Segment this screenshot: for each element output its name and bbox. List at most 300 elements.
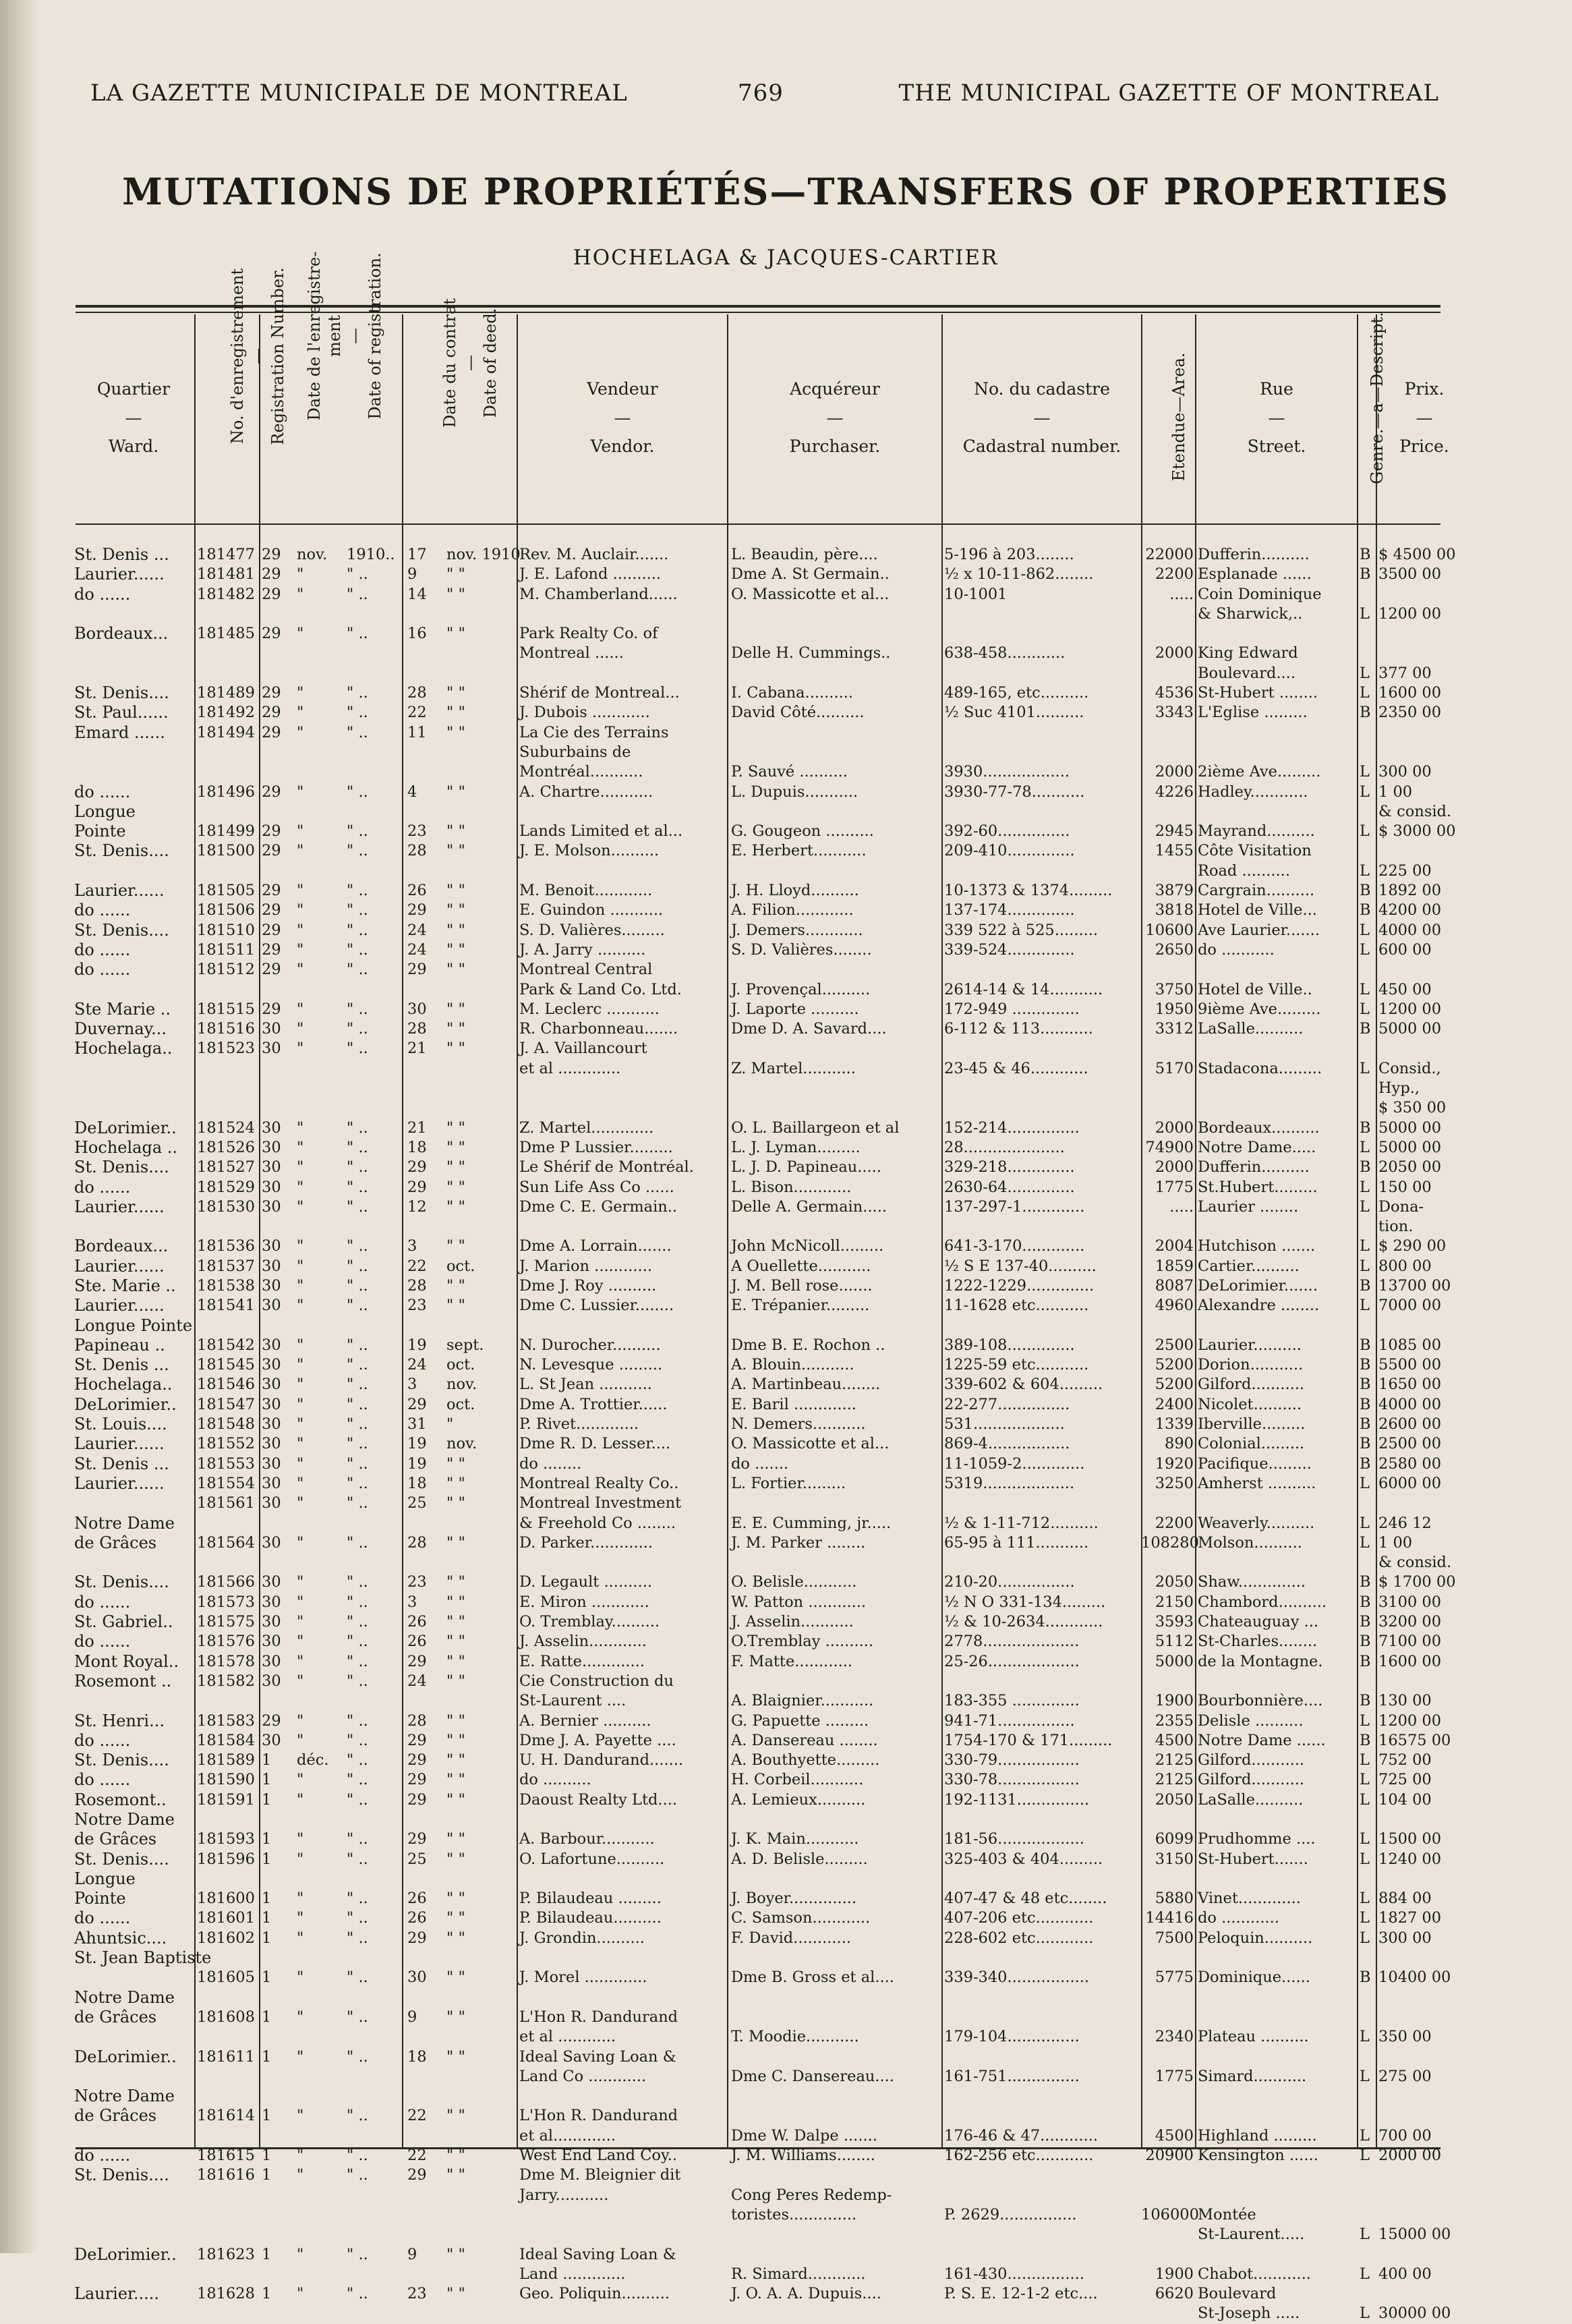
table-row xyxy=(0,1968,1572,1987)
deed-day-cell: 29 xyxy=(407,1929,427,1947)
registration-day-cell: 30 xyxy=(262,1395,281,1413)
registration-number-cell: 181536 xyxy=(197,1237,255,1255)
col-header-text: — xyxy=(345,328,364,344)
registration-day-cell: 29 xyxy=(262,921,281,939)
registration-day-cell: 1 xyxy=(262,2285,272,2303)
registration-month-cell: " xyxy=(297,1395,304,1413)
price-cell: 13700 00 xyxy=(1378,1276,1451,1295)
purchaser-cell: do ....... xyxy=(731,1454,789,1473)
table-row xyxy=(0,1672,1572,1691)
vendor-cell: Lands Limited et al... xyxy=(519,822,683,841)
transfers-table-body xyxy=(0,545,1572,2324)
deed-day-cell: 12 xyxy=(407,1197,427,1216)
purchaser-cell: L. Fortier......... xyxy=(731,1474,846,1492)
registration-month-cell: " xyxy=(297,901,304,919)
cadastral-number-cell: 941-71................ xyxy=(944,1711,1075,1730)
area-cell: 3818 xyxy=(1155,901,1194,919)
area-cell: 20900 xyxy=(1145,2147,1194,2165)
vendor-cell: Dme R. D. Lesser.... xyxy=(519,1435,671,1453)
registration-year-cell: " .. xyxy=(347,1178,368,1196)
registration-year-cell: " .. xyxy=(347,1633,368,1651)
purchaser-cell: L. Beaudin, père.... xyxy=(731,546,878,563)
street-cell: Dorion........... xyxy=(1198,1356,1304,1374)
registration-day-cell: 29 xyxy=(262,961,281,979)
registration-year-cell: " .. xyxy=(347,1573,368,1591)
col-header-ward xyxy=(74,314,193,522)
col-header-text: Acquéreur xyxy=(790,379,880,399)
ward-cell: St. Denis ... xyxy=(74,1355,169,1375)
col-header-text: Prix. xyxy=(1404,379,1445,399)
purchaser-cell: P. Sauvé .......... xyxy=(731,763,848,781)
vendor-cell: E. Ratte............. xyxy=(519,1652,645,1670)
street-cell: Prudhomme .... xyxy=(1198,1830,1316,1848)
deed-day-cell: 19 xyxy=(407,1454,427,1473)
ward-cell: Notre Dame xyxy=(74,2087,175,2106)
registration-day-cell: 1 xyxy=(262,2245,272,2263)
registration-day-cell: 30 xyxy=(262,1237,281,1255)
deed-month-cell: " " xyxy=(446,585,465,603)
purchaser-cell: G. Gougeon .......... xyxy=(731,822,874,841)
deed-month-cell: " " xyxy=(446,2245,465,2263)
table-row xyxy=(0,1593,1572,1612)
registration-month-cell: " xyxy=(297,1415,304,1434)
registration-number-cell: 181591 xyxy=(197,1790,255,1809)
cadastral-number-cell: 392-60............... xyxy=(944,822,1070,841)
registration-day-cell: 30 xyxy=(262,1138,281,1156)
vendor-cell: O. Lafortune.......... xyxy=(519,1850,665,1868)
vendor-cell: L'Hon R. Dandurand xyxy=(519,2107,678,2125)
registration-year-cell: " .. xyxy=(347,940,368,959)
purchaser-cell: E. Baril ............. xyxy=(731,1395,856,1413)
registration-day-cell: 30 xyxy=(262,1415,281,1434)
ward-cell: Longue xyxy=(74,1869,136,1888)
purchaser-cell: Dme C. Dansereau.... xyxy=(731,2067,894,2085)
cadastral-number-cell: 65-95 à 111........... xyxy=(944,1533,1089,1552)
table-row xyxy=(0,1138,1572,1158)
vendor-cell: et al............. xyxy=(519,2126,616,2145)
cadastral-number-cell: 162-256 etc............ xyxy=(944,2147,1094,2165)
deed-month-cell: " " xyxy=(446,2047,465,2066)
price-cell: 700 00 xyxy=(1378,2126,1432,2145)
ward-cell: do ...... xyxy=(74,1177,131,1197)
area-cell: 1455 xyxy=(1155,842,1194,860)
deed-day-cell: 19 xyxy=(407,1435,427,1453)
registration-day-cell: 30 xyxy=(262,1178,281,1196)
col-header-deed-date xyxy=(403,298,517,522)
street-cell: do ............ xyxy=(1198,1909,1279,1927)
area-cell: 106000 xyxy=(1141,2205,1199,2223)
vendor-cell: J. A. Jarry .......... xyxy=(519,940,646,959)
price-cell: 5000 00 xyxy=(1378,1138,1442,1156)
registration-year-cell: " .. xyxy=(347,961,368,979)
deed-day-cell: 29 xyxy=(407,1830,427,1848)
ward-cell: Laurier...... xyxy=(74,1473,165,1493)
deed-month-cell: " " xyxy=(446,961,465,979)
purchaser-cell: O. Belisle........... xyxy=(731,1573,857,1591)
description-cell: L xyxy=(1360,1533,1370,1552)
deed-month-cell: " " xyxy=(446,1731,465,1749)
table-row xyxy=(0,1178,1572,1197)
vendor-cell: P. Bilaudeau ......... xyxy=(519,1890,662,1908)
street-cell: Gilford........... xyxy=(1198,1751,1305,1769)
cadastral-number-cell: 531................... xyxy=(944,1415,1065,1434)
description-cell: L xyxy=(1360,980,1370,998)
cadastral-number-cell: 11-1059-2............. xyxy=(944,1454,1085,1473)
ward-cell: Ste. Marie .. xyxy=(74,1276,176,1295)
area-cell: 2150 xyxy=(1155,1593,1194,1611)
price-cell: 225 00 xyxy=(1378,861,1432,880)
cadastral-number-cell: 329-218.............. xyxy=(944,1158,1075,1177)
vendor-cell: West End Land Coy.. xyxy=(519,2147,678,2165)
registration-number-cell: 181566 xyxy=(197,1573,255,1591)
deed-month-cell: " " xyxy=(446,842,465,860)
description-cell: B xyxy=(1360,1968,1371,1987)
price-cell: 15000 00 xyxy=(1378,2226,1451,2244)
price-cell: 2050 00 xyxy=(1378,1158,1442,1177)
deed-day-cell: 29 xyxy=(407,1771,427,1789)
cadastral-number-cell: 339-524.............. xyxy=(944,940,1075,959)
description-cell: L xyxy=(1360,2028,1370,2046)
registration-number-cell: 181499 xyxy=(197,822,255,841)
area-cell: 5000 xyxy=(1155,1652,1194,1670)
cadastral-number-cell: 489-165, etc.......... xyxy=(944,684,1089,702)
street-cell: Chambord.......... xyxy=(1198,1593,1327,1611)
cadastral-number-cell: 181-56.................. xyxy=(944,1830,1084,1848)
registration-month-cell: " xyxy=(297,2166,304,2184)
registration-number-cell: 181500 xyxy=(197,842,255,860)
registration-day-cell: 29 xyxy=(262,565,281,584)
description-cell: B xyxy=(1360,565,1371,584)
ward-cell: St. Denis.... xyxy=(74,2165,169,2185)
deed-day-cell: 9 xyxy=(407,2245,417,2263)
registration-month-cell: " xyxy=(297,1435,304,1453)
purchaser-cell: J. M. Williams........ xyxy=(731,2147,875,2165)
street-cell: Cargrain.......... xyxy=(1198,882,1315,900)
description-cell: B xyxy=(1360,1435,1371,1453)
cadastral-number-cell: ½ S E 137-40.......... xyxy=(944,1257,1097,1275)
description-cell: B xyxy=(1360,1415,1371,1434)
street-cell: St-Charles........ xyxy=(1198,1633,1318,1651)
table-row xyxy=(0,901,1572,920)
registration-number-cell: 181589 xyxy=(197,1751,255,1769)
description-cell: L xyxy=(1360,684,1370,702)
description-cell: B xyxy=(1360,1692,1371,1710)
registration-day-cell: 29 xyxy=(262,684,281,702)
registration-number-cell: 181506 xyxy=(197,901,255,919)
registration-number-cell: 181564 xyxy=(197,1533,255,1552)
registration-number-cell: 181590 xyxy=(197,1771,255,1789)
price-cell: 1650 00 xyxy=(1378,1376,1442,1394)
deed-month-cell: " " xyxy=(446,1790,465,1809)
purchaser-cell: Cong Peres Redemp- xyxy=(731,2186,892,2204)
table-row xyxy=(0,1000,1572,1019)
registration-month-cell: " xyxy=(297,940,304,959)
ward-cell: Hochelaga .. xyxy=(74,1137,178,1157)
vendor-cell: Le Shérif de Montréal. xyxy=(519,1158,694,1177)
area-cell: ..... xyxy=(1169,1197,1194,1216)
col-header-text: Purchaser. xyxy=(789,436,881,457)
registration-month-cell: " xyxy=(297,1711,304,1730)
vendor-cell: Dme A. Lorrain....... xyxy=(519,1237,672,1255)
purchaser-cell: O. Massicotte et al... xyxy=(731,1435,890,1453)
description-cell: B xyxy=(1360,1020,1371,1038)
registration-year-cell: " .. xyxy=(347,1751,368,1769)
description-cell: L xyxy=(1360,2067,1370,2085)
cadastral-number-cell: P. 2629................ xyxy=(944,2205,1077,2223)
purchaser-cell: J. Demers............ xyxy=(731,921,863,939)
cadastral-number-cell: 183-355 .............. xyxy=(944,1692,1080,1710)
registration-month-cell: déc. xyxy=(297,1751,329,1769)
description-cell: L xyxy=(1360,1830,1370,1848)
vendor-cell: Rev. M. Auclair....... xyxy=(519,546,669,563)
purchaser-cell: J. M. Parker ........ xyxy=(731,1533,866,1552)
ward-cell: St. Paul...... xyxy=(74,703,169,722)
purchaser-cell: A Ouellette........... xyxy=(731,1257,871,1275)
registration-day-cell: 1 xyxy=(262,2166,272,2184)
deed-day-cell: 26 xyxy=(407,1633,427,1651)
deed-month-cell: " " xyxy=(446,2147,465,2165)
table-row xyxy=(0,1079,1572,1098)
ward-cell: DeLorimier.. xyxy=(74,1394,177,1414)
purchaser-cell: A. Bouthyette......... xyxy=(731,1751,880,1769)
deed-day-cell: 3 xyxy=(407,1376,417,1394)
vendor-cell: Ideal Saving Loan & xyxy=(519,2245,676,2263)
street-cell: Notre Dame..... xyxy=(1198,1138,1316,1156)
registration-day-cell: 30 xyxy=(262,1494,281,1512)
registration-number-cell: 181552 xyxy=(197,1435,255,1453)
registration-number-cell: 181515 xyxy=(197,1000,255,1018)
registration-month-cell: " xyxy=(297,1790,304,1809)
deed-month-cell: " " xyxy=(446,940,465,959)
registration-year-cell: " .. xyxy=(347,2245,368,2263)
cadastral-number-cell: 25-26................... xyxy=(944,1652,1080,1670)
ward-cell: Ahuntsic.... xyxy=(74,1928,167,1948)
area-cell: 5880 xyxy=(1155,1890,1194,1908)
table-row xyxy=(0,1770,1572,1790)
vendor-cell: Suburbains de xyxy=(519,743,631,761)
description-cell: B xyxy=(1360,1356,1371,1374)
purchaser-cell: J. Provençal.......... xyxy=(731,980,871,998)
price-cell: 3200 00 xyxy=(1378,1613,1442,1631)
table-row xyxy=(0,1948,1572,1968)
description-cell: L xyxy=(1360,822,1370,841)
street-cell: St-Joseph ..... xyxy=(1198,2304,1300,2323)
price-cell: 1200 00 xyxy=(1378,604,1442,623)
deed-month-cell: " " xyxy=(446,625,465,643)
registration-year-cell: " .. xyxy=(347,1000,368,1018)
vendor-cell: J. Asselin............ xyxy=(519,1633,647,1651)
cadastral-number-cell: 5319................... xyxy=(944,1474,1075,1492)
purchaser-cell: Dme A. St Germain.. xyxy=(731,565,890,584)
registration-number-cell: 181527 xyxy=(197,1158,255,1177)
deed-day-cell: 22 xyxy=(407,2107,427,2125)
registration-number-cell: 181529 xyxy=(197,1178,255,1196)
deed-day-cell: 9 xyxy=(407,2008,417,2026)
registration-number-cell: 181584 xyxy=(197,1731,255,1749)
vendor-cell: Land Co ............ xyxy=(519,2067,647,2085)
registration-day-cell: 29 xyxy=(262,842,281,860)
table-row xyxy=(0,2304,1572,2323)
vendor-cell: J. Marion ............ xyxy=(519,1257,652,1275)
purchaser-cell: Delle A. Germain..... xyxy=(731,1197,887,1216)
price-cell: 1 00 xyxy=(1378,783,1413,801)
registration-number-cell: 181523 xyxy=(197,1040,255,1058)
purchaser-cell: I. Cabana.......... xyxy=(731,684,854,702)
street-cell: 9ième Ave......... xyxy=(1198,1000,1321,1018)
registration-month-cell: " xyxy=(297,1830,304,1848)
deed-month-cell: nov. xyxy=(446,1376,477,1394)
deed-day-cell: 23 xyxy=(407,1297,427,1315)
registration-year-cell: " .. xyxy=(347,882,368,900)
area-cell: 4960 xyxy=(1155,1297,1194,1315)
area-cell: 1859 xyxy=(1155,1257,1194,1275)
ward-cell: Longue Pointe xyxy=(74,1315,193,1335)
description-cell: L xyxy=(1360,940,1370,959)
area-cell: 3150 xyxy=(1155,1850,1194,1868)
purchaser-cell: T. Moodie........... xyxy=(731,2028,859,2046)
street-cell: Bordeaux.......... xyxy=(1198,1118,1320,1137)
col-header-text: Vendeur xyxy=(587,379,658,399)
registration-year-cell: " .. xyxy=(347,1138,368,1156)
registration-month-cell: " xyxy=(297,1494,304,1512)
table-row xyxy=(0,1711,1572,1731)
vendor-cell: Z. Martel............. xyxy=(519,1118,654,1137)
vendor-cell: A. Barbour........... xyxy=(519,1830,655,1848)
table-row xyxy=(0,1790,1572,1810)
cadastral-number-cell: 209-410.............. xyxy=(944,842,1075,860)
registration-year-cell: " .. xyxy=(347,2107,368,2125)
vendor-cell: P. Bilaudeau.......... xyxy=(519,1909,662,1927)
deed-month-cell: " " xyxy=(446,684,465,702)
registration-number-cell: 181547 xyxy=(197,1395,255,1413)
registration-month-cell: " xyxy=(297,961,304,979)
registration-year-cell: " .. xyxy=(347,1593,368,1611)
price-cell: 600 00 xyxy=(1378,940,1432,959)
description-cell: L xyxy=(1360,1929,1370,1947)
registration-number-cell: 181614 xyxy=(197,2107,255,2125)
area-cell: 3312 xyxy=(1155,1020,1194,1038)
table-row xyxy=(0,841,1572,861)
ward-cell: Notre Dame xyxy=(74,1987,175,2007)
street-cell: Alexandre ........ xyxy=(1198,1297,1320,1315)
cadastral-number-cell: 10-1001 xyxy=(944,585,1008,603)
price-cell: 2350 00 xyxy=(1378,704,1442,722)
table-row xyxy=(0,604,1572,624)
price-cell: 884 00 xyxy=(1378,1890,1432,1908)
vendor-cell: L'Hon R. Dandurand xyxy=(519,2008,678,2026)
registration-month-cell: " xyxy=(297,783,304,801)
vendor-cell: Dme A. Trottier...... xyxy=(519,1395,668,1413)
price-cell: 1600 00 xyxy=(1378,1652,1442,1670)
price-cell: 4000 00 xyxy=(1378,921,1442,939)
registration-month-cell: " xyxy=(297,723,304,741)
col-header-text: Rue xyxy=(1260,379,1293,399)
registration-year-cell: " .. xyxy=(347,585,368,603)
col-header-area xyxy=(1142,314,1195,522)
vendor-cell: Montreal Central xyxy=(519,961,653,979)
registration-year-cell: " .. xyxy=(347,1790,368,1809)
area-cell: 890 xyxy=(1165,1435,1194,1453)
registration-number-cell: 181582 xyxy=(197,1672,255,1690)
deed-day-cell: 9 xyxy=(407,565,417,584)
registration-number-cell: 181496 xyxy=(197,783,255,801)
deed-day-cell: 22 xyxy=(407,2147,427,2165)
registration-year-cell: " .. xyxy=(347,1771,368,1789)
vendor-cell: et al ............. xyxy=(519,1059,621,1077)
description-cell: B xyxy=(1360,1573,1371,1591)
col-header-text: Date du contrat xyxy=(440,298,459,428)
registration-month-cell: " xyxy=(297,1257,304,1275)
description-cell: B xyxy=(1360,1376,1371,1394)
description-cell: L xyxy=(1360,1474,1370,1492)
deed-day-cell: 24 xyxy=(407,940,427,959)
table-row xyxy=(0,1572,1572,1592)
price-cell: 1892 00 xyxy=(1378,882,1442,900)
registration-year-cell: " .. xyxy=(347,783,368,801)
vendor-cell: Dme C. E. Germain.. xyxy=(519,1197,678,1216)
cadastral-number-cell: 22-277............... xyxy=(944,1395,1070,1413)
deed-day-cell: 29 xyxy=(407,901,427,919)
table-row xyxy=(0,565,1572,584)
deed-month-cell: oct. xyxy=(446,1356,475,1374)
area-cell: 3343 xyxy=(1155,704,1194,722)
table-row xyxy=(0,802,1572,822)
purchaser-cell: A. Filion............ xyxy=(731,901,854,919)
street-cell: Dufferin.......... xyxy=(1198,546,1310,563)
registration-year-cell: " .. xyxy=(347,1040,368,1058)
registration-month-cell: " xyxy=(297,1633,304,1651)
area-cell: 8087 xyxy=(1155,1276,1194,1295)
price-cell: $ 4500 00 xyxy=(1378,546,1456,563)
col-header-text: Street. xyxy=(1247,436,1306,457)
price-cell: 130 00 xyxy=(1378,1692,1432,1710)
description-cell: L xyxy=(1360,1751,1370,1769)
description-cell: B xyxy=(1360,704,1371,722)
area-cell: 1920 xyxy=(1155,1454,1194,1473)
street-cell: Colonial......... xyxy=(1198,1435,1305,1453)
registration-day-cell: 30 xyxy=(262,1573,281,1591)
deed-day-cell: 29 xyxy=(407,2166,427,2184)
col-header-vendor xyxy=(518,314,727,522)
table-row xyxy=(0,2087,1572,2106)
ward-cell: St. Denis.... xyxy=(74,841,169,861)
price-cell: 1600 00 xyxy=(1378,684,1442,702)
registration-month-cell: " xyxy=(297,1158,304,1177)
purchaser-cell: J. Boyer.............. xyxy=(731,1890,857,1908)
registration-day-cell: 1 xyxy=(262,1850,272,1868)
registration-day-cell: 30 xyxy=(262,1435,281,1453)
description-cell: L xyxy=(1360,763,1370,781)
description-cell: B xyxy=(1360,1652,1371,1670)
table-row xyxy=(0,1850,1572,1869)
table-row xyxy=(0,762,1572,782)
registration-year-cell: " .. xyxy=(347,1276,368,1295)
table-row xyxy=(0,1415,1572,1434)
deed-day-cell: 30 xyxy=(407,1000,427,1018)
table-row xyxy=(0,2165,1572,2185)
description-cell: L xyxy=(1360,1909,1370,1927)
table-row xyxy=(0,545,1572,565)
purchaser-cell: Delle H. Cummings.. xyxy=(731,644,891,662)
area-cell: 2500 xyxy=(1155,1336,1194,1354)
table-row xyxy=(0,723,1572,743)
registration-number-cell: 181492 xyxy=(197,704,255,722)
cadastral-number-cell: ½ Suc 4101.......... xyxy=(944,704,1084,722)
registration-year-cell: " .. xyxy=(347,1474,368,1492)
deed-month-cell: " " xyxy=(446,1593,465,1611)
cadastral-number-cell: 152-214............... xyxy=(944,1118,1080,1137)
area-cell: 3879 xyxy=(1155,882,1194,900)
